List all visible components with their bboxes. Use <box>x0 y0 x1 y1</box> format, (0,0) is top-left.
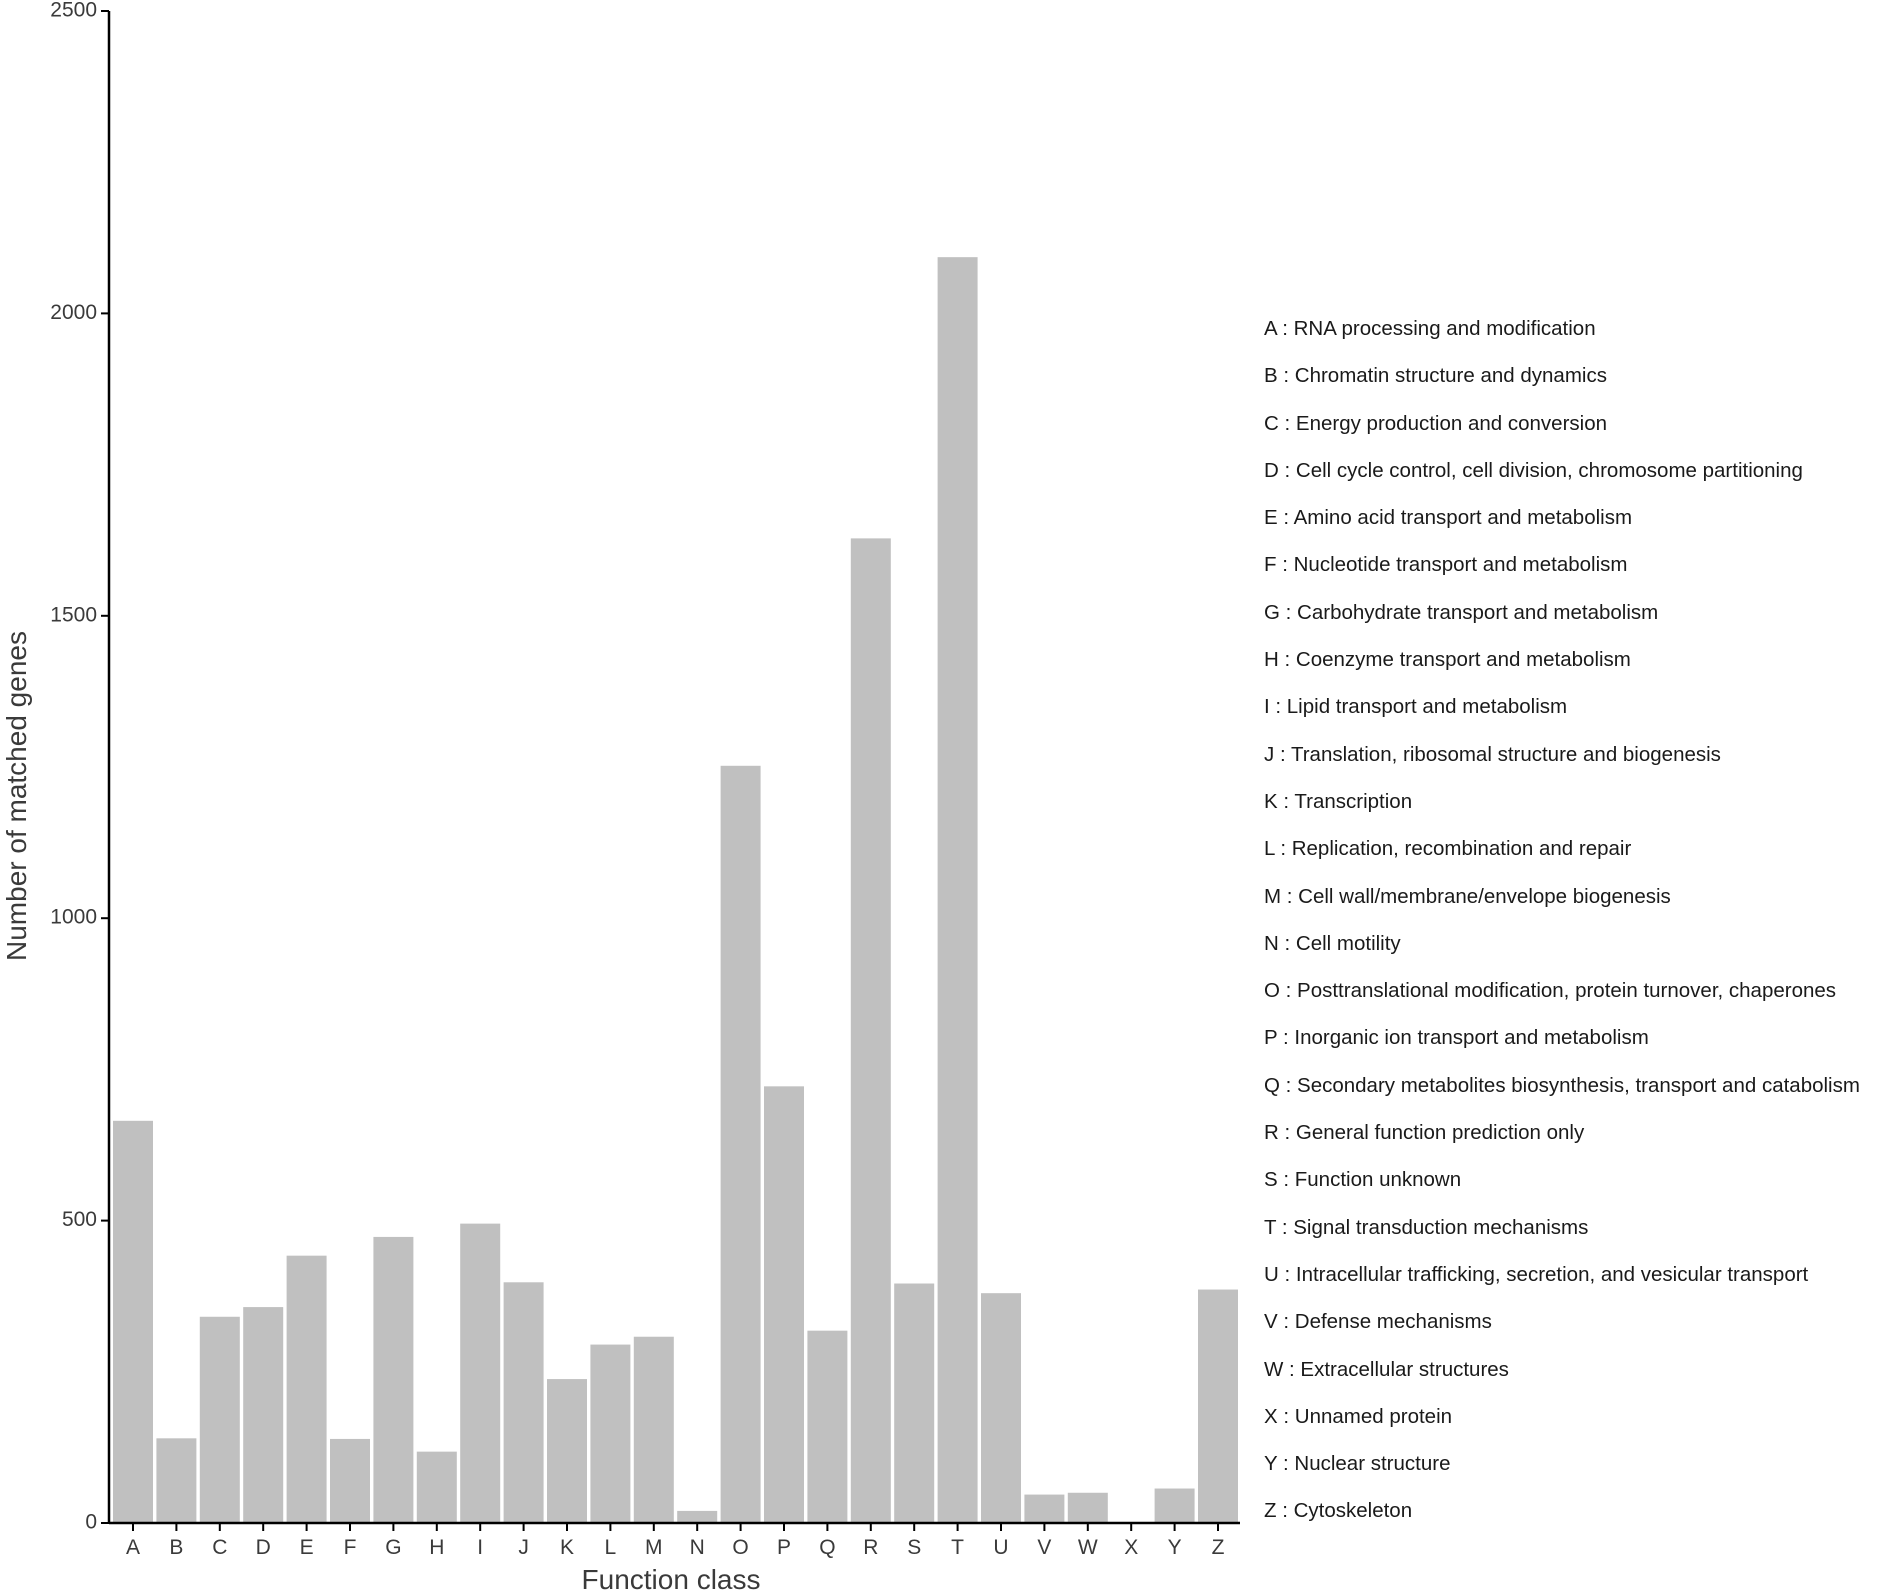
legend-item-V: V : Defense mechanisms <box>1264 1310 1492 1334</box>
legend-item-P: P : Inorganic ion transport and metabolism <box>1264 1026 1649 1050</box>
bar-Z <box>1198 1290 1238 1523</box>
legend-item-Y: Y : Nuclear structure <box>1264 1452 1451 1476</box>
bar-F <box>330 1439 370 1523</box>
x-tick-label-P: P <box>776 1536 792 1559</box>
bar-T <box>938 257 978 1523</box>
x-tick-label-J: J <box>518 1536 529 1559</box>
x-tick-label-N: N <box>689 1536 705 1559</box>
legend-item-G: G : Carbohydrate transport and metabolism <box>1264 600 1659 624</box>
y-tick-label-2500: 2500 <box>50 0 97 22</box>
legend-item-E: E : Amino acid transport and metabolism <box>1264 506 1633 530</box>
bar-C <box>200 1317 240 1523</box>
bar-M <box>634 1337 674 1523</box>
legend-item-Z: Z : Cytoskeleton <box>1264 1499 1413 1523</box>
legend-item-A: A : RNA processing and modification <box>1264 317 1596 340</box>
legend-item-M: M : Cell wall/membrane/envelope biogenesis <box>1264 884 1671 908</box>
legend-item-N: N : Cell motility <box>1264 931 1401 955</box>
bar-W <box>1068 1493 1108 1523</box>
bar-G <box>373 1237 413 1523</box>
x-tick-label-K: K <box>559 1536 575 1559</box>
bar-I <box>460 1224 500 1523</box>
legend-item-W: W : Extracellular structures <box>1264 1357 1509 1381</box>
bar-U <box>981 1293 1021 1523</box>
bars-group <box>113 257 1238 1523</box>
x-tick-label-C: C <box>212 1536 228 1559</box>
bar-O <box>721 766 761 1523</box>
legend-item-H: H : Coenzyme transport and metabolism <box>1264 648 1631 672</box>
legend-item-R: R : General function prediction only <box>1264 1121 1585 1145</box>
legend-item-I: I : Lipid transport and metabolism <box>1264 695 1568 719</box>
y-tick-label-1000: 1000 <box>50 905 97 929</box>
bar-A <box>113 1121 153 1523</box>
legend-item-X: X : Unnamed protein <box>1264 1404 1453 1428</box>
x-tick-label-E: E <box>299 1536 314 1559</box>
bar-H <box>417 1452 457 1523</box>
x-tick-label-B: B <box>169 1536 184 1559</box>
x-tick-label-A: A <box>125 1536 141 1559</box>
legend-item-L: L : Replication, recombination and repair <box>1264 837 1632 861</box>
x-tick-label-I: I <box>477 1536 484 1559</box>
x-tick-label-Z: Z <box>1211 1536 1225 1559</box>
legend-item-T: T : Signal transduction mechanisms <box>1264 1215 1589 1239</box>
legend-item-B: B : Chromatin structure and dynamics <box>1264 364 1607 388</box>
x-tick-label-L: L <box>604 1536 617 1559</box>
legend-item-F: F : Nucleotide transport and metabolism <box>1264 553 1628 577</box>
x-tick-label-H: H <box>429 1536 445 1559</box>
x-tick-label-M: M <box>645 1536 663 1559</box>
bar-J <box>504 1282 544 1523</box>
x-tick-label-S: S <box>907 1536 922 1559</box>
legend-item-Q: Q : Secondary metabolites biosynthesis, transport and catabolism <box>1264 1073 1860 1097</box>
bar-P <box>764 1086 804 1523</box>
x-tick-label-F: F <box>343 1536 357 1559</box>
x-tick-label-V: V <box>1037 1536 1052 1559</box>
bar-R <box>851 538 891 1523</box>
x-tick-label-W: W <box>1077 1536 1098 1559</box>
legend-item-K: K : Transcription <box>1264 789 1413 813</box>
x-tick-label-R: R <box>863 1536 879 1559</box>
legend <box>1264 314 1860 1544</box>
legend-item-J: J : Translation, ribosomal structure and biogenesis <box>1264 742 1721 766</box>
y-tick-label-0: 0 <box>85 1510 97 1534</box>
bar-Y <box>1155 1489 1195 1523</box>
bar-Q <box>807 1331 847 1523</box>
x-axis-title: Function class <box>581 1564 761 1594</box>
legend-item-C: C : Energy production and conversion <box>1264 411 1608 435</box>
legend-item-S: S : Function unknown <box>1264 1168 1462 1192</box>
x-tick-label-T: T <box>951 1536 965 1559</box>
bar-S <box>894 1283 934 1523</box>
x-tick-label-Y: Y <box>1167 1536 1182 1559</box>
bar-L <box>590 1345 630 1523</box>
y-tick-label-500: 500 <box>61 1208 97 1232</box>
bar-D <box>243 1307 283 1523</box>
bar-N <box>677 1511 717 1523</box>
x-tick-label-X: X <box>1124 1536 1139 1559</box>
bar-K <box>547 1379 587 1523</box>
y-tick-label-1500: 1500 <box>50 603 97 627</box>
legend-item-D: D : Cell cycle control, cell division, chromosome partitioning <box>1264 458 1803 482</box>
bar-V <box>1024 1495 1064 1523</box>
bar-E <box>287 1256 327 1523</box>
bar-B <box>156 1438 196 1523</box>
y-tick-label-2000: 2000 <box>50 300 97 324</box>
x-axis <box>109 1523 1240 1559</box>
y-axis-title: Number of matched genes <box>1 631 32 961</box>
legend-item-U: U : Intracellular trafficking, secretion, and vesicular transport <box>1264 1262 1809 1286</box>
x-tick-label-O: O <box>732 1536 749 1559</box>
x-tick-label-Q: Q <box>819 1536 836 1559</box>
x-tick-label-U: U <box>993 1536 1009 1559</box>
x-tick-label-D: D <box>255 1536 271 1559</box>
legend-item-O: O : Posttranslational modification, protein turnover, chaperones <box>1264 979 1837 1003</box>
x-tick-label-G: G <box>385 1536 402 1559</box>
y-axis <box>50 0 109 1534</box>
